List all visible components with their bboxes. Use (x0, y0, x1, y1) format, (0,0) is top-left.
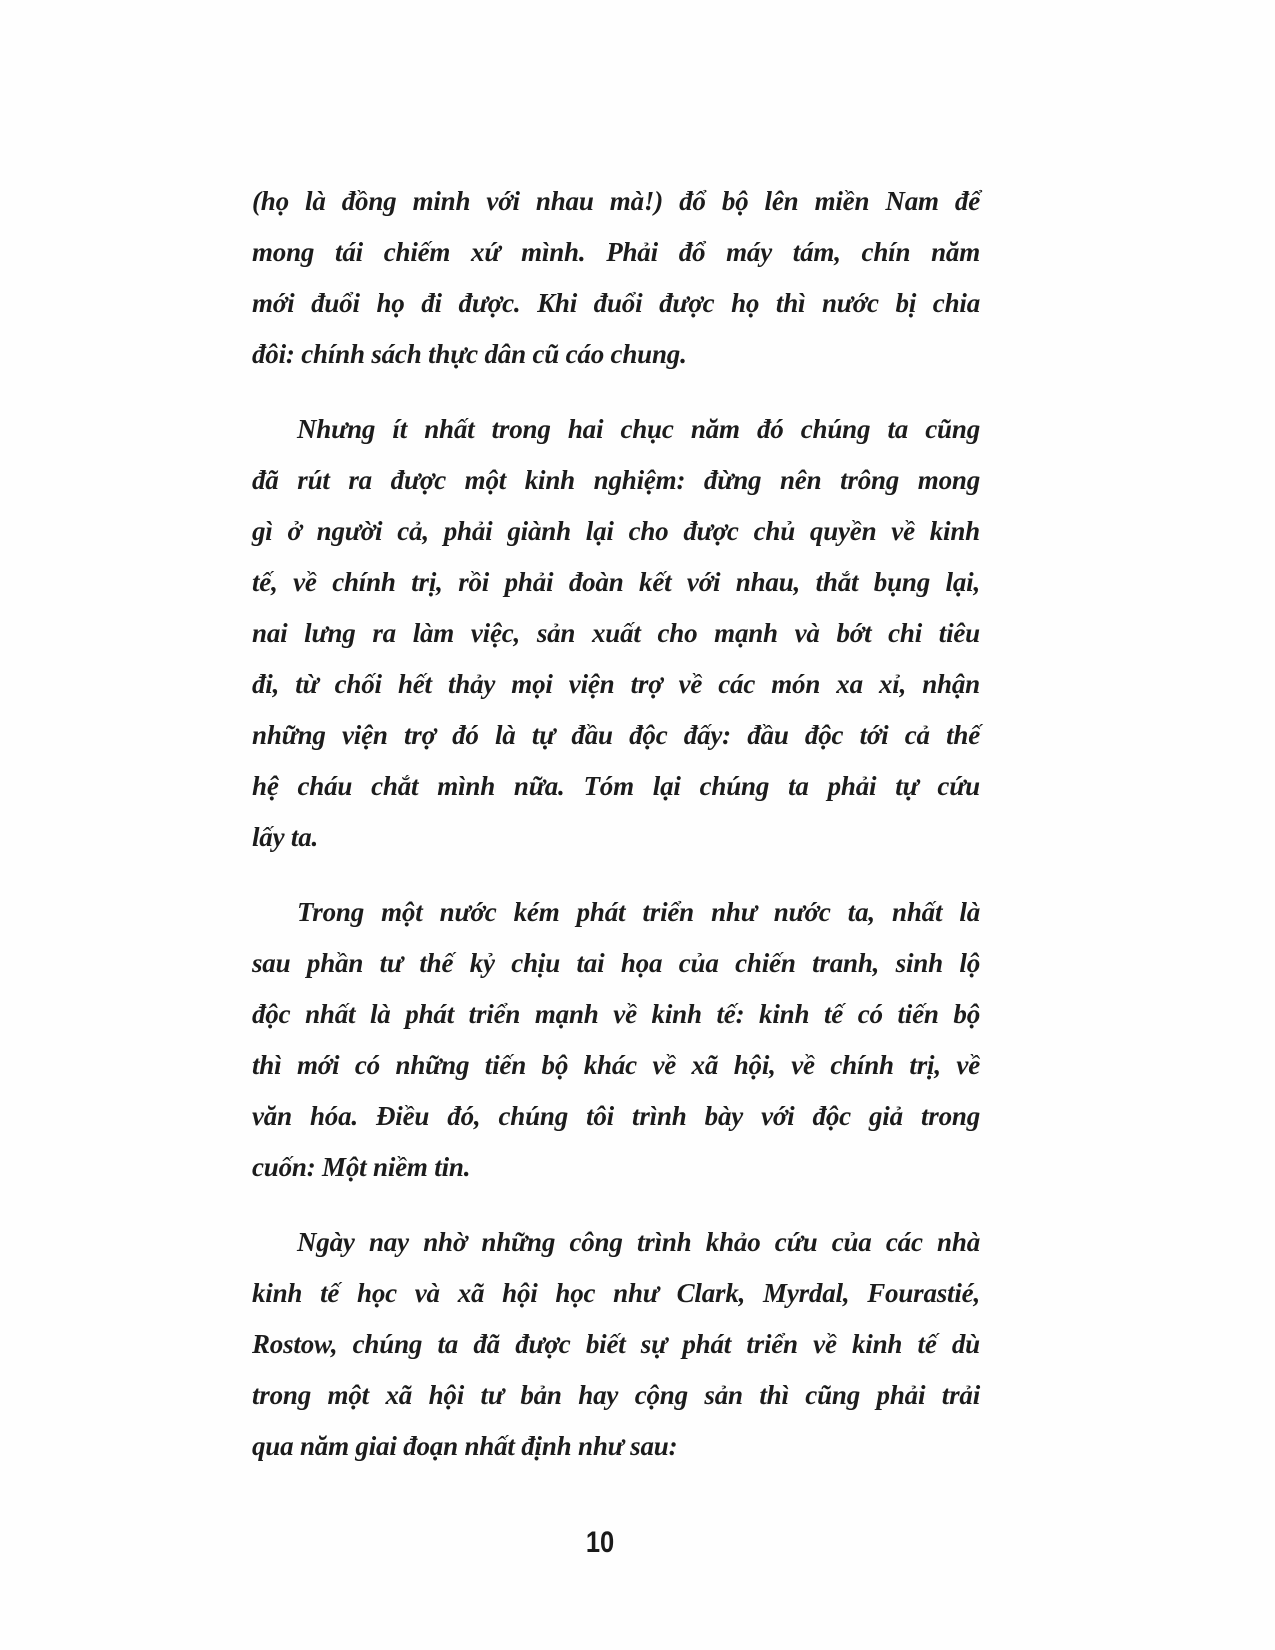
text-block (252, 176, 980, 1472)
text-line: độc nhất là phát triển mạnh về kinh tế: kinh tế có tiến bộ (252, 999, 980, 1029)
paragraph (252, 404, 980, 863)
text-line: Ngày nay nhờ những công trình khảo cứu của các nhà (297, 1227, 980, 1257)
text-line: Nhưng ít nhất trong hai chục năm đó chúng ta cũng (297, 414, 980, 444)
text-line: (họ là đồng minh với nhau mà!) đổ bộ lên miền Nam để (252, 186, 980, 216)
text-line: nai lưng ra làm việc, sản xuất cho mạnh và bớt chi tiêu (252, 618, 980, 648)
text-line: trong một xã hội tư bản hay cộng sản thì cũng phải trải (252, 1380, 980, 1410)
text-line: thì mới có những tiến bộ khác về xã hội, về chính trị, về (252, 1050, 980, 1080)
text-line: mới đuổi họ đi được. Khi đuổi được họ thì nước bị chia (252, 288, 980, 318)
paragraph (252, 176, 980, 380)
text-line: gì ở người cả, phải giành lại cho được chủ quyền về kinh (252, 516, 980, 546)
page-number: 10 (585, 1526, 615, 1559)
text-line: đôi: chính sách thực dân cũ cáo chung. (252, 339, 687, 369)
text-line: tế, về chính trị, rồi phải đoàn kết với nhau, thắt bụng lại, (252, 567, 980, 597)
paragraph (252, 1217, 980, 1472)
text-line: đi, từ chối hết thảy mọi viện trợ về các món xa xỉ, nhận (252, 669, 980, 699)
text-line: lấy ta. (252, 822, 319, 852)
text-line: đã rút ra được một kinh nghiệm: đừng nên trông mong (252, 465, 980, 495)
text-line: qua năm giai đoạn nhất định như sau: (252, 1431, 678, 1461)
text-line: Trong một nước kém phát triển như nước ta, nhất là (297, 897, 980, 927)
text-line: Rostow, chúng ta đã được biết sự phát triển về kinh tế dù (252, 1329, 980, 1359)
text-line: cuốn: Một niềm tin. (252, 1152, 471, 1182)
paragraph (252, 887, 980, 1193)
text-line: văn hóa. Điều đó, chúng tôi trình bày với độc giả trong (252, 1101, 980, 1131)
text-line: hệ cháu chắt mình nữa. Tóm lại chúng ta phải tự cứu (252, 771, 980, 801)
text-line: sau phần tư thế kỷ chịu tai họa của chiến tranh, sinh lộ (252, 948, 980, 978)
text-line: kinh tế học và xã hội học như Clark, Myrdal, Fourastié, (252, 1278, 980, 1308)
text-line: mong tái chiếm xứ mình. Phải đổ máy tám, chín năm (252, 237, 980, 267)
text-line: những viện trợ đó là tự đầu độc đấy: đầu độc tới cả thế (252, 720, 980, 750)
